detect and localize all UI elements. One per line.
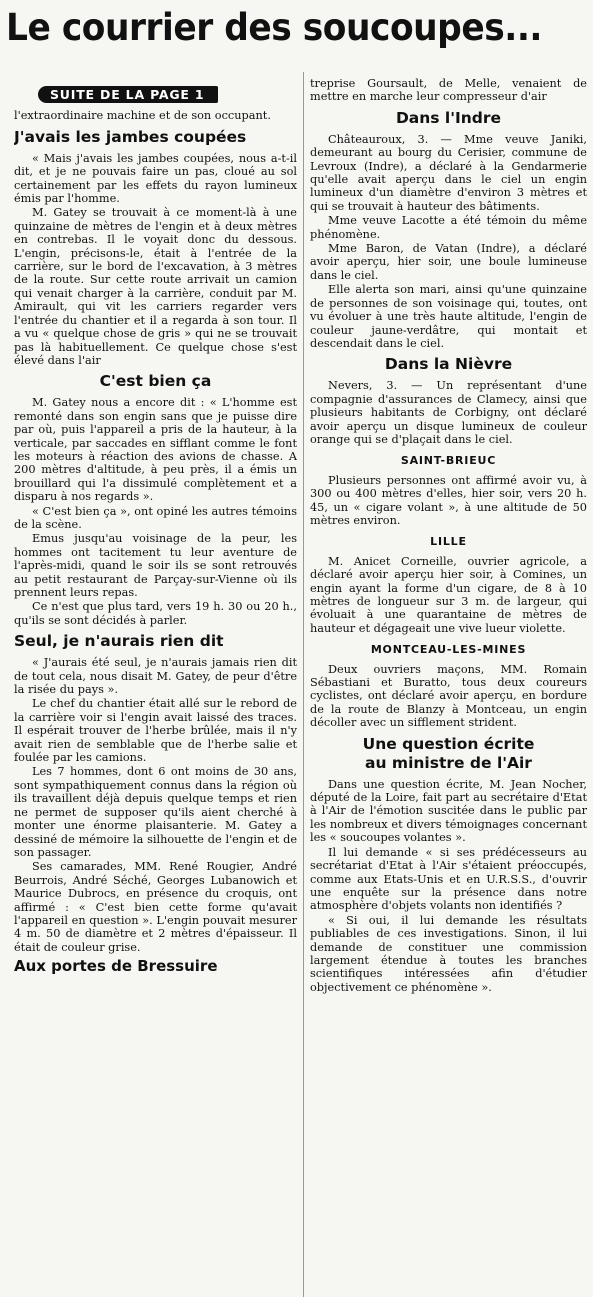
left-column xyxy=(14,70,297,1297)
paragraph: Châteauroux, 3. — Mme veuve Janiki, demeurant au bourg du Cerisier, commune de Levroux (Indre), a déclaré à la Gendarmerie qu'elle avait aperçu dans le ciel un engin lumineux d'un diamètre d'environ 3 mètres et qui se trouvait à hauteur des bâtiments. xyxy=(310,132,587,213)
subheading-bien-ca: C'est bien ça xyxy=(99,372,212,391)
paragraph: M. Gatey nous a encore dit : « L'homme est remonté dans son engin sans que je puisse dire par où, puis l'appareil a pris de la hauteur, à la verticale, par saccades en sifflant comme le font les moteurs à réaction des avions de chasse. A 200 mètres d'altitude, à peu près, il a émis un brouillard qui l'a dissimulé complètement et a disparu à nos regards ». xyxy=(14,396,297,504)
intro-text: l'extraordinaire machine et de son occupant. xyxy=(14,109,271,123)
place-lille: LILLE xyxy=(430,535,467,549)
paragraph: « Mais j'avais les jambes coupées, nous a-t-il dit, et je ne pouvais faire un pas, cloué au sol certainement par les effets du rayon lumineux émis par l'homme. xyxy=(14,151,297,206)
subheading-jambes: J'avais les jambes coupées xyxy=(14,127,247,146)
paragraph: « Si oui, il lui demande les résultats publiables de ces investigations. Sinon, il lui demande de constituer une commission largement étendue à toutes les branches scientifiques intéressées afin d'étudier objectivement ce phénomène ». xyxy=(310,913,587,994)
paragraph: Emus jusqu'au voisinage de la peur, les hommes ont tacitement tu leur aventure de l'après-midi, quand le soir ils se sont retrouvés au petit restaurant de Parçay-sur-Vienne où ils prennent leurs repas. xyxy=(14,532,297,599)
continuation-banner: SUITE DE LA PAGE 1 xyxy=(38,86,218,103)
paragraph: « C'est bien ça », ont opiné les autres témoins de la scène. xyxy=(14,504,297,531)
place-montceau: MONTCEAU-LES-MINES xyxy=(370,643,527,657)
cut-off-heading: Aux portes de Bressuire xyxy=(14,957,218,976)
paragraph: Deux ouvriers maçons, MM. Romain Sébastiani et Buratto, tous deux coureurs cyclistes, ont déclaré avoir aperçu, en bordure de la route de Blanzy à Montceau, un engin décoller avec un sifflement strident. xyxy=(310,662,587,730)
paragraph: Elle alerta son mari, ainsi qu'une quinzaine de personnes de son voisinage qui, toutes, ont vu évoluer à une très haute altitude, l'engin de couleur jaune-verdâtre, qui montait et descendait dans le ciel. xyxy=(310,283,587,350)
paragraph: Les 7 hommes, dont 6 ont moins de 30 ans, sont sympathiquement connus dans la région où ils travaillent déjà depuis quelque temps et rien ne permet de supposer qu'ils aient cherché à monter une énorme plaisanterie. M. Gatey a dessiné de mémoire la silhouette de l'engin et de son passager. xyxy=(14,765,297,859)
right-column xyxy=(310,77,587,1297)
paragraph: M. Gatey se trouvait à ce moment-là à une quinzaine de mètres de l'engin et à deux mètres en contrebas. Il le voyait donc du dessous. L'engin, précisons-le, était à l'entrée de la carrière, sur le bord de l'excavation, à 3 mètres de la route. Sur cette route arrivait un camion qui venait charger à la carrière, conduit par M. Amirault, qui vit les carriers regarder vers l'entrée du chantier et il a regarda à son tour. Il a vu « quelque chose de gris » qui ne se trouvait pas là habituellement. Ce quelque chose s'est élevé dans l'air xyxy=(14,206,297,367)
paragraph: Nevers, 3. — Un représentant d'une compagnie d'assurances de Clamecy, ainsi que plusieurs habitants de Corbigny, ont déclaré avoir aperçu un disque lumineux de couleur orange qui se d'plaçait dans le ciel. xyxy=(310,379,587,446)
subheading-nievre: Dans la Nièvre xyxy=(384,355,513,374)
place-saint-brieuc: SAINT-BRIEUC xyxy=(400,454,497,468)
paragraph: Le chef du chantier était allé sur le rebord de la carrière voir si l'engin avait laissé des traces. Il espérait trouver de l'herbe brûlée, mais il n'y avait rien de semblable que de l'herbe salie et foulée par les camions. xyxy=(14,697,297,765)
paragraph: Dans une question écrite, M. Jean Nocher, député de la Loire, fait part au secrétaire d'Etat à l'Air de l'émotion suscitée dans le public par les nombreux et divers témoignages concernant les « soucoupes volantes ». xyxy=(310,777,587,845)
subheading-question-line1: Une question écrite xyxy=(362,734,535,753)
paragraph: M. Anicet Corneille, ouvrier agricole, a déclaré avoir aperçu hier soir, à Comines, un engin ayant la forme d'un cigare, de 8 à 10 mètres de longueur sur 3 m. de largeur, qui évoluait à une quarantaine de mètres de hauteur et dégageait une vive lueur violette. xyxy=(310,554,587,635)
paragraph: Mme veuve Lacotte a été témoin du même phénomène. xyxy=(310,214,587,241)
subheading-seul: Seul, je n'aurais rien dit xyxy=(14,632,224,651)
paragraph: Il lui demande « si ses prédécesseurs au secrétariat d'Etat à l'Air s'étaient préoccupés, comme aux Etats-Unis et en U.R.S.S., d'ouvrir une enquête sur la présence dans notre atmosphère d'objets volants non identifiés ? xyxy=(310,845,587,913)
headline: Le courrier des soucoupes... xyxy=(6,6,543,49)
paragraph: Plusieurs personnes ont affirmé avoir vu, à 300 ou 400 mètres d'elles, hier soir, vers 20 h. 45, un « cigare volant », à une altitude de 50 mètres environ. xyxy=(310,473,587,527)
subheading-indre: Dans l'Indre xyxy=(395,108,502,127)
paragraph: « J'aurais été seul, je n'aurais jamais rien dit de tout cela, nous disait M. Gatey, de peur d'être la risée du pays ». xyxy=(14,656,297,697)
paragraph: treprise Goursault, de Melle, venaient de mettre en marche leur compresseur d'air xyxy=(310,77,587,104)
paragraph: Ce n'est que plus tard, vers 19 h. 30 ou 20 h., qu'ils se sont décidés à parler. xyxy=(14,600,297,627)
column-divider xyxy=(303,72,304,1297)
paragraph: Ses camarades, MM. René Rougier, André Beurrois, André Séché, Georges Lubanowich et Maurice Dubrocs, en présence du croquis, ont affirmé : « C'est bien cette forme qu'avait l'appareil en question ». L'engin pouvait mesurer 4 m. 50 de diamètre et 2 mètres d'épaisseur. Il était de couleur grise. xyxy=(14,860,297,954)
paragraph: Mme Baron, de Vatan (Indre), a déclaré avoir aperçu, hier soir, une boule lumineuse dans le ciel. xyxy=(310,242,587,282)
subheading-question-line2: au ministre de l'Air xyxy=(365,753,532,772)
